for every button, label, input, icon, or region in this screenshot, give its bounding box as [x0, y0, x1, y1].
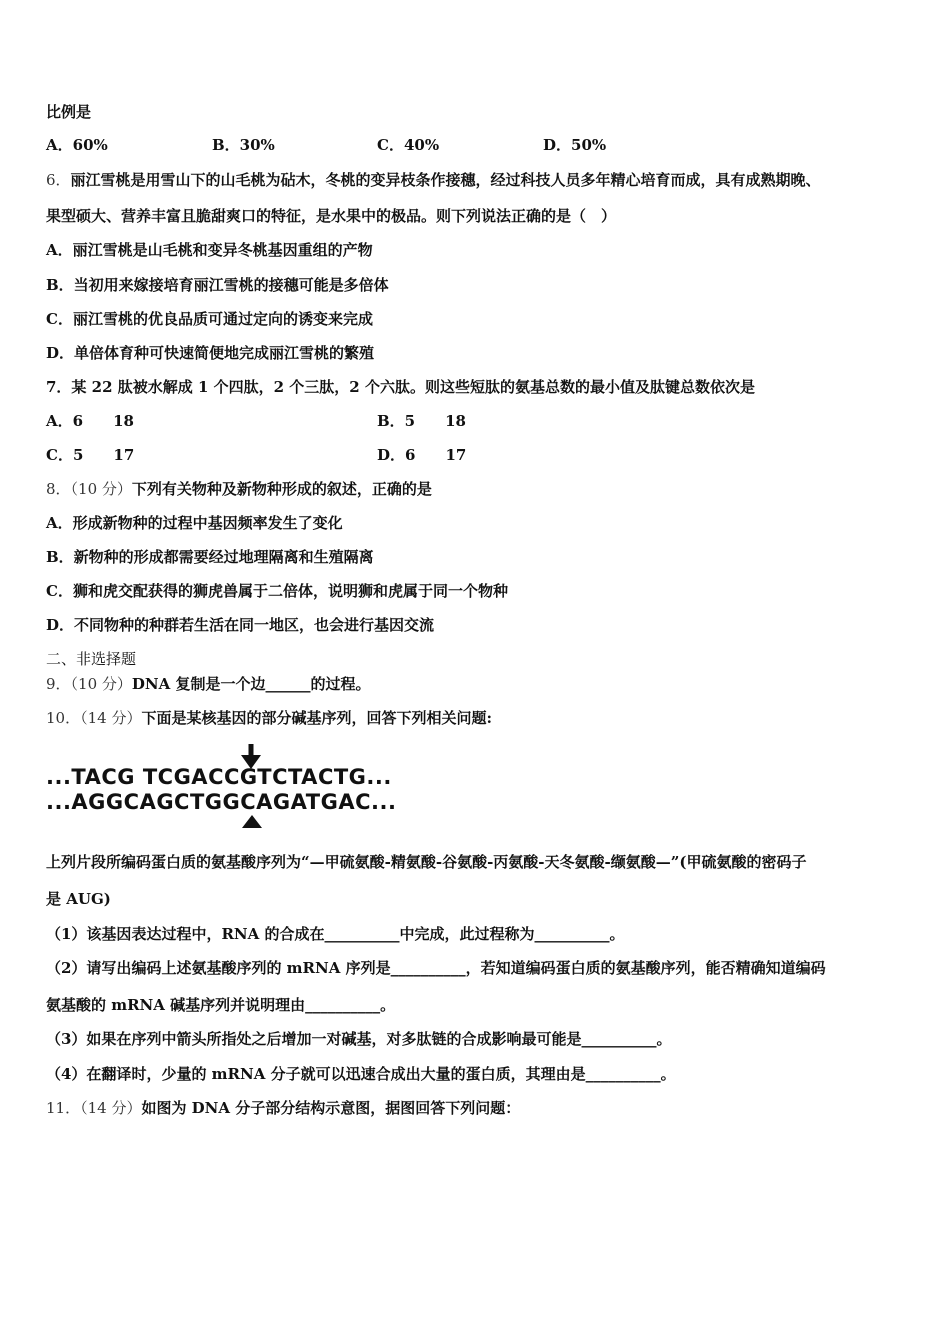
q6-text: 丽江雪桃是用雪山下的山毛桃为砧木，冬桃的变异枝条作接穗，经过科技人员多年精心培育而成，具有成熟期晚、 — [70, 171, 821, 189]
q7-option-a: A．6 18 — [46, 412, 134, 430]
q8-text: 下列有关物种及新物种形成的叙述，正确的是 — [131, 480, 432, 498]
q8-option-b: B．新物种的形成都需要经过地理隔离和生殖隔离 — [46, 548, 374, 566]
q10-part-2a: （2）请写出编码上述氨基酸序列的 mRNA 序列是__________，若知道编码蛋白质的氨基酸序列，能否精确知道编码 — [46, 959, 826, 977]
q7-option-b: B．5 18 — [377, 412, 466, 430]
q6-stem-1 — [46, 170, 821, 190]
dna-strand-bottom: ...AGGCAGCTGGCAGATGAC... — [46, 790, 397, 814]
q10-number: 10．（14 分） — [46, 709, 142, 727]
q5-option-c: C．40% — [377, 136, 440, 154]
q7-stem: 7．某 22 肽被水解成 1 个四肽，2 个三肽，2 个六肽。则这些短肽的氨基总数的最小值及肽键总数依次是 — [46, 378, 755, 396]
q7-option-d: D．6 17 — [377, 446, 467, 464]
arrow-up-icon — [241, 814, 263, 830]
q8-option-a: A．形成新物种的过程中基因频率发生了变化 — [46, 514, 343, 532]
q6-stem-2: 果型硕大、营养丰富且脆甜爽口的特征，是水果中的极品。则下列说法正确的是（ ） — [46, 207, 617, 225]
section-heading: 二、非选择题 — [46, 650, 137, 668]
q11-stem — [46, 1098, 520, 1118]
dna-strand-top: ...TACG TCGACCGTCTACTG... — [46, 765, 392, 789]
q5-option-a: A．60% — [46, 136, 108, 154]
q10-part-4: （4）在翻译时，少量的 mRNA 分子就可以迅速合成出大量的蛋白质，其理由是__________。 — [46, 1065, 676, 1083]
q9-stem — [46, 674, 371, 694]
q9-number: 9．（10 分） — [46, 675, 132, 693]
q6-option-c: C．丽江雪桃的优良品质可通过定向的诱变来完成 — [46, 310, 373, 328]
q10-description-2: 是 AUG) — [46, 890, 111, 908]
q5-option-b: B．30% — [212, 136, 275, 154]
q6-option-a: A．丽江雪桃是山毛桃和变异冬桃基因重组的产物 — [46, 241, 373, 259]
q10-part-2b: 氨基酸的 mRNA 碱基序列并说明理由__________。 — [46, 996, 396, 1014]
q7-option-c: C．5 17 — [46, 446, 135, 464]
q6-option-d: D．单倍体育种可快速简便地完成丽江雪桃的繁殖 — [46, 344, 375, 362]
q11-number: 11．（14 分） — [46, 1099, 142, 1117]
q6-number: 6． — [46, 171, 71, 189]
q9-text: DNA 复制是一个边______的过程。 — [131, 675, 371, 693]
q10-part-3: （3）如果在序列中箭头所指处之后增加一对碱基，对多肽链的合成影响最可能是__________。 — [46, 1030, 672, 1048]
line-ratio: 比例是 — [46, 103, 92, 121]
q10-description-1: 上列片段所编码蛋白质的氨基酸序列为“—甲硫氨酸-精氨酸-谷氨酸-丙氨酸-天冬氨酸-缬氨酸—”(甲硫氨酸的密码子 — [46, 853, 807, 871]
q11-text: 如图为 DNA 分子部分结构示意图，据图回答下列问题： — [141, 1099, 521, 1117]
q5-option-d: D．50% — [543, 136, 607, 154]
q8-option-c: C．狮和虎交配获得的狮虎兽属于二倍体，说明狮和虎属于同一个物种 — [46, 582, 508, 600]
q6-option-b: B．当初用来嫁接培育丽江雪桃的接穗可能是多倍体 — [46, 276, 389, 294]
q10-part-1: （1）该基因表达过程中，RNA 的合成在__________中完成，此过程称为__________。 — [46, 925, 625, 943]
q8-option-d: D．不同物种的种群若生活在同一地区，也会进行基因交流 — [46, 616, 435, 634]
q8-number: 8．（10 分） — [46, 480, 132, 498]
q10-stem — [46, 708, 492, 728]
q8-stem — [46, 479, 432, 499]
q10-text: 下面是某核基因的部分碱基序列，回答下列相关问题: — [141, 709, 492, 727]
